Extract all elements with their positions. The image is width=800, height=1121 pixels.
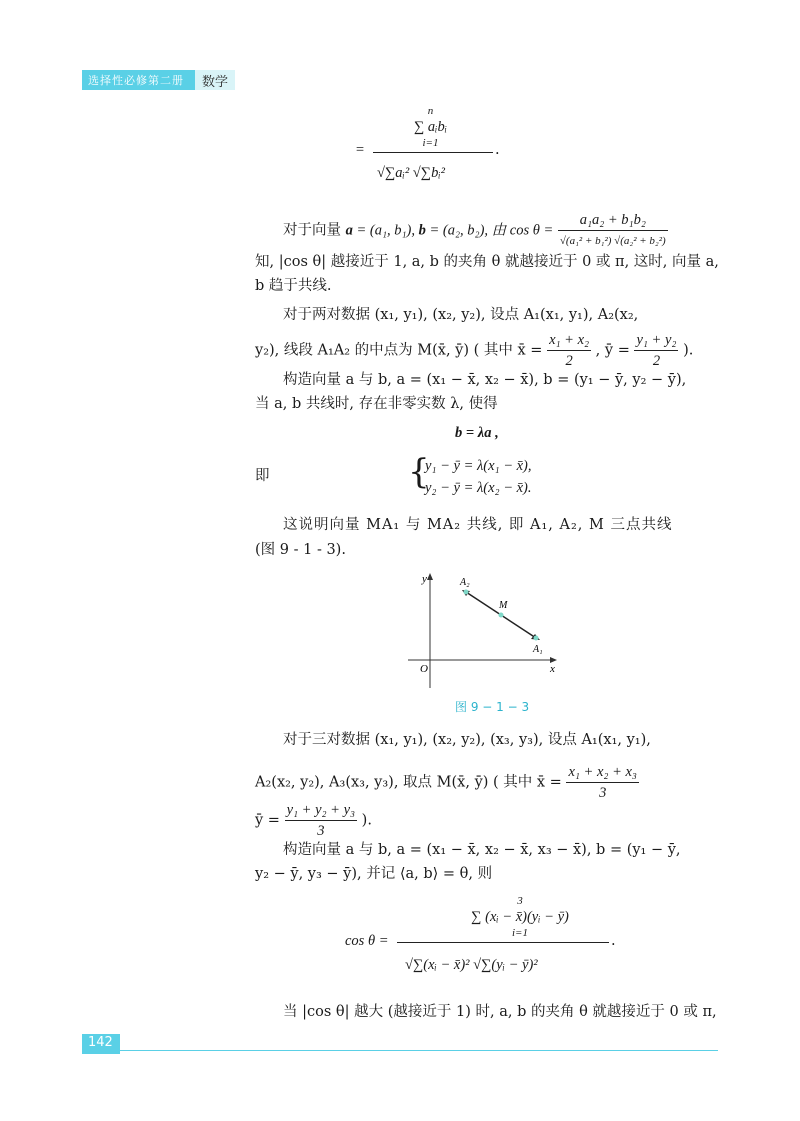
para3-line2: 当 a, b 共线时, 存在非零实数 λ, 使得 [255,396,498,412]
formula1-denominator: √∑aᵢ² √∑bᵢ² [377,165,445,181]
label-y: y [422,573,427,585]
para6-line1: 构造向量 a 与 b, a = (x₁ − x̄, x₂ − x̄, x₃ − x̄), b = (y₁ − ȳ, [283,842,681,858]
page-number: 142 [88,1035,113,1050]
point-m [499,613,504,618]
para5-line2: A₂(x₂, y₂), A₃(x₃, y₃), 取点 M(x̄, ȳ) ( 其中 x̄ = $\frac{\text{x₁ + x₂ + x₃}}{3}$ [255,764,637,801]
system-label: 即 [255,468,270,484]
para2-line2: y₂), 线段 A₁A₂ 的中点为 M(x̄, ȳ) ( 其中 x̄ = $\frac{\text{x₁ + x₂}}{2}$ , ȳ = $\frac{\text{y₁ + y₂}}{2}$ ). [255,332,694,369]
system-eq2: y₂ − ȳ = λ(x₂ − x̄). [425,480,532,496]
footer-rule [120,1050,718,1051]
para1-line3: b 趋于共线. [255,278,332,294]
formula2-numerator: 3 ∑ (xᵢ − x̄)(yᵢ − ȳ) i=1 [471,895,569,939]
figure-collinear-points [400,570,570,688]
para5-line3: ȳ = $\frac{\text{y₁ + y₂ + y₃}}{3}$ ). [255,802,372,839]
label-x: x [550,663,555,675]
fraction-bar [397,942,609,943]
formula-cosine-three: cos θ = 3 ∑ (xᵢ − x̄)(yᵢ − ȳ) i=1 √∑(xᵢ − x̄)² √∑(yᵢ − ȳ)² . [345,895,616,973]
left-brace: { [408,452,430,492]
label-a2: A₂ [460,577,470,588]
formula2-denominator: √∑(xᵢ − x̄)² √∑(yᵢ − ȳ)² [405,957,538,973]
para6-line2: y₂ − ȳ, y₃ − ȳ), 并记 ⟨a, b⟩ = θ, 则 [255,866,493,882]
point-a1 [534,636,539,641]
para1-line1: 对于向量 a = (a₁, b₁), b = (a₂, b₂), 由 cos θ = $\frac{\text{a₁a₂ + b₁b₂}}{\text{√(a₁² + b₁²) √(a₂² + b₂²)}}$ [283,210,668,251]
para4-line2: (图 9 - 1 - 3). [255,542,346,558]
para4-line1: 这说明向量 MA₁ 与 MA₂ 共线, 即 A₁, A₂, M 三点共线 [283,517,673,533]
header-series: 选择性必修第二册 [88,74,184,87]
formula1-numerator: n ∑ aᵢbᵢ i=1 [413,105,448,149]
para2-line1: 对于两对数据 (x₁, y₁), (x₂, y₂), 设点 A₁(x₁, y₁), A₂(x₂, [283,307,639,323]
label-origin: O [420,663,428,675]
para7-line1: 当 |cos θ| 越大 (越接近于 1) 时, a, b 的夹角 θ 就越接近于 0 或 π, [283,1004,717,1020]
figure-svg [400,570,570,688]
para1-line2: 知, |cos θ| 越接近于 1, a, b 的夹角 θ 就越接近于 0 或 π, 这时, 向量 a, [255,254,719,270]
point-a2 [464,590,469,595]
formula-cosine-general: = n ∑ aᵢbᵢ i=1 √∑aᵢ² √∑bᵢ² . [355,105,500,181]
y-axis-arrow [427,573,433,580]
label-m: M [499,600,508,611]
system-eq1: y₁ − ȳ = λ(x₁ − x̄), [425,458,532,474]
para5-line1: 对于三对数据 (x₁, y₁), (x₂, y₂), (x₃, y₃), 设点 A₁(x₁, y₁), [283,732,651,748]
fraction-bar [373,152,493,153]
figure-caption: 图 9 − 1 − 3 [455,700,530,714]
label-a1: A₁ [533,644,543,655]
equation-b-lambda-a: b = λa , [455,425,499,441]
para3-line1: 构造向量 a 与 b, a = (x₁ − x̄, x₂ − x̄), b = (y₁ − ȳ, y₂ − ȳ), [283,372,687,388]
para1-fraction: $\frac{\text{a₁a₂ + b₁b₂}}{\text{√(a₁² + b₁²) √(a₂² + b₂²)}}$ [559,212,666,247]
header-subject: 数学 [202,75,229,90]
